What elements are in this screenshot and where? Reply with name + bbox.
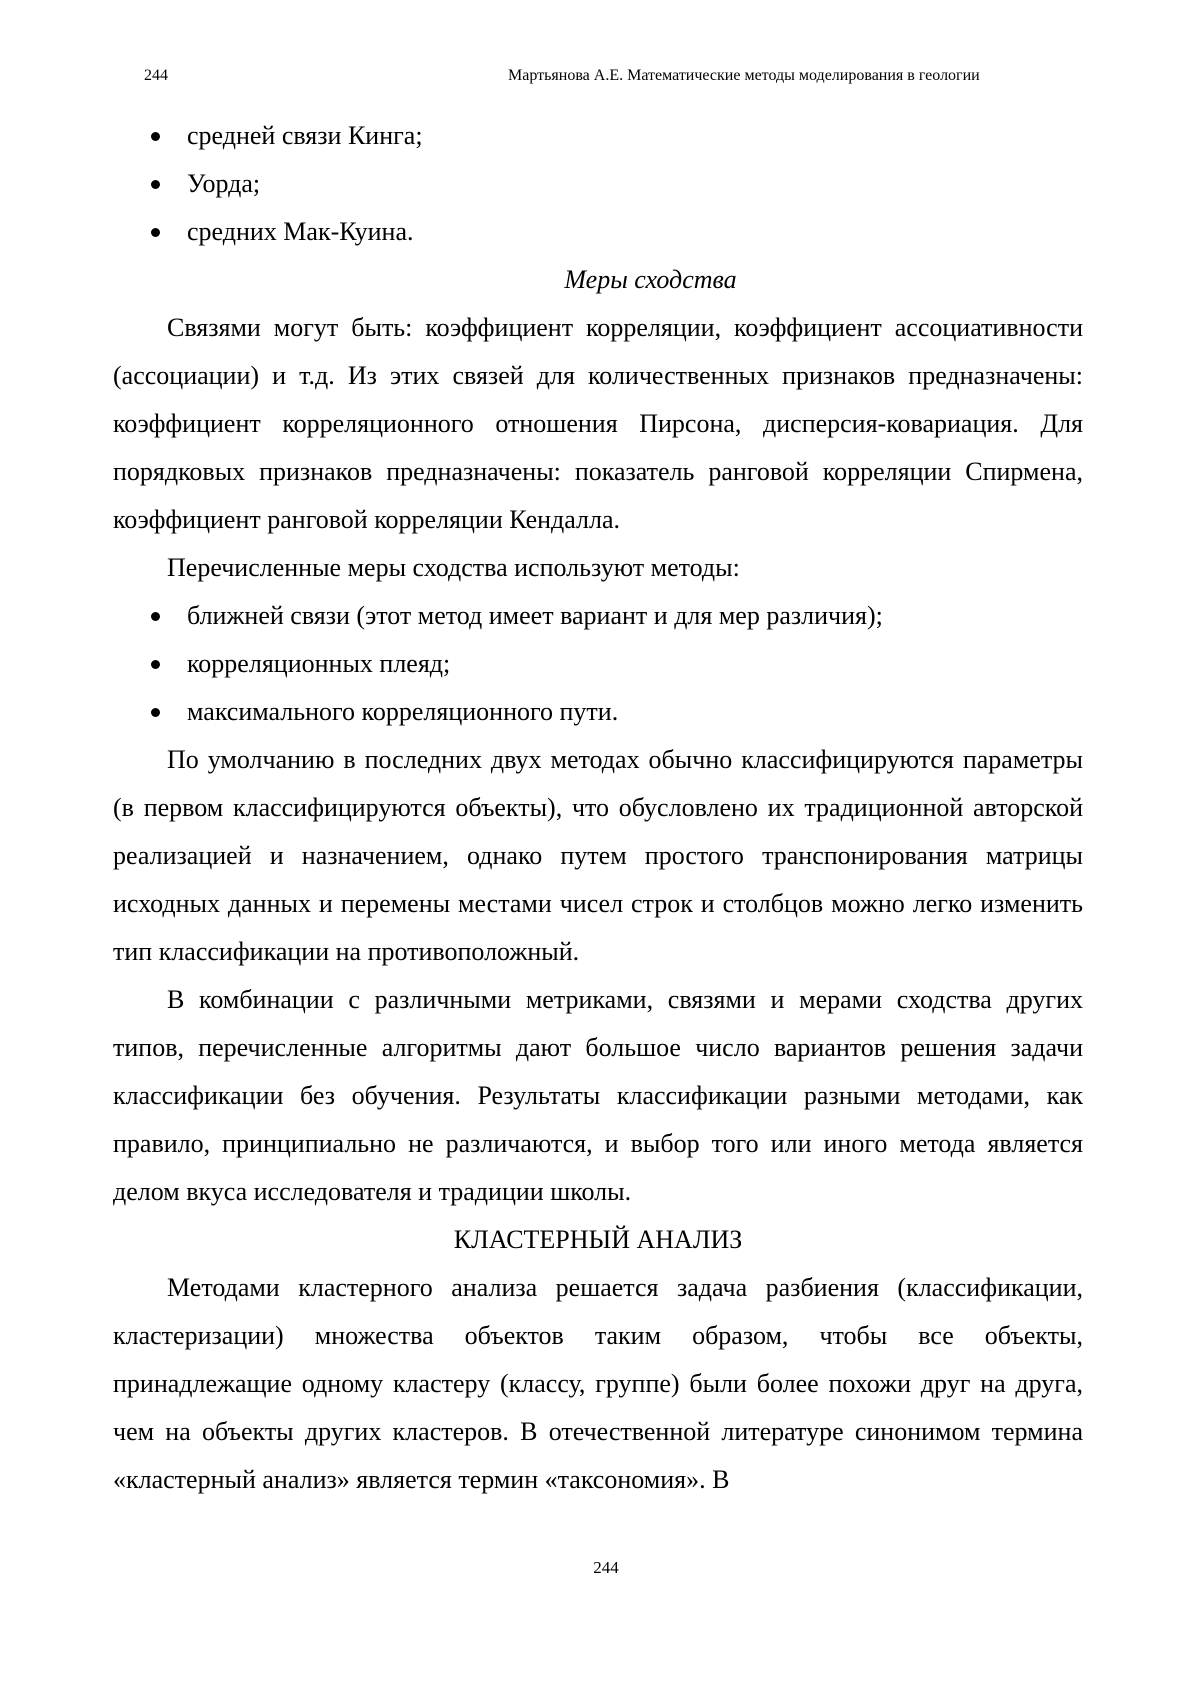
footer-page-number: 244 xyxy=(593,1558,619,1577)
paragraph: По умолчанию в последних двух методах обычно классифицируются параметры (в первом классифицируются объекты), что обусловлено их традиционной авторской реализацией и назначением, однако путем простого транспонирования матрицы исходных данных и перемены местами чисел строк и столбцов можно легко изменить тип классификации на противоположный. xyxy=(113,745,1083,966)
list-item xyxy=(113,112,1083,160)
header-page-number: 244 xyxy=(144,67,168,84)
bullet-icon xyxy=(151,612,160,621)
paragraph: Связями могут быть: коэффициент корреляции, коэффициент ассоциативности (ассоциации) и т.д. Из этих связей для количественных признаков предназначены: коэффициент корреляционного отношения Пирсона, дисперсия-ковариация. Для порядковых признаков предназначены: показатель ранговой корреляции Спирмена, коэффициент ранговой корреляции Кендалла. xyxy=(113,313,1083,534)
bullet-icon xyxy=(151,660,160,669)
bullet-list-similarity-methods xyxy=(113,592,1083,736)
list-item xyxy=(113,592,1083,640)
bullet-icon xyxy=(151,228,160,237)
list-item-text: максимального корреляционного пути. xyxy=(187,697,619,726)
page-content xyxy=(113,112,1083,1504)
subheading: Меры сходства xyxy=(564,265,737,294)
bullet-icon xyxy=(151,708,160,717)
paragraph: Перечисленные меры сходства используют методы: xyxy=(167,553,740,582)
list-item-text: Уорда; xyxy=(187,169,261,198)
paragraph: В комбинации с различными метриками, связями и мерами сходства других типов, перечисленные алгоритмы дают большое число вариантов решения задачи классификации без обучения. Результаты классификации разными методами, как правило, принципиально не различаются, и выбор того или иного метода является делом вкуса исследователя и традиции школы. xyxy=(113,985,1083,1206)
bullet-list-methods xyxy=(113,112,1083,256)
list-item-text: ближней связи (этот метод имеет вариант и для мер различия); xyxy=(187,601,883,630)
list-item xyxy=(113,688,1083,736)
list-item-text: средней связи Кинга; xyxy=(187,121,423,150)
list-item xyxy=(113,640,1083,688)
paragraph: Методами кластерного анализа решается задача разбиения (классификации, кластеризации) множества объектов таким образом, чтобы все объекты, принадлежащие одному кластеру (классу, группе) были более похожи друг на друга, чем на объекты других кластеров. В отечественной литературе синонимом термина «кластерный анализ» является термин «таксономия». В xyxy=(113,1273,1083,1494)
list-item xyxy=(113,208,1083,256)
list-item-text: корреляционных плеяд; xyxy=(187,649,451,678)
list-item-text: средних Мак-Куина. xyxy=(187,217,414,246)
bullet-icon xyxy=(151,132,160,141)
list-item xyxy=(113,160,1083,208)
section-title: КЛАСТЕРНЫЙ АНАЛИЗ xyxy=(453,1225,743,1254)
bullet-icon xyxy=(151,180,160,189)
header-running-title: Мартьянова А.Е. Математические методы моделирования в геологии xyxy=(508,67,980,84)
